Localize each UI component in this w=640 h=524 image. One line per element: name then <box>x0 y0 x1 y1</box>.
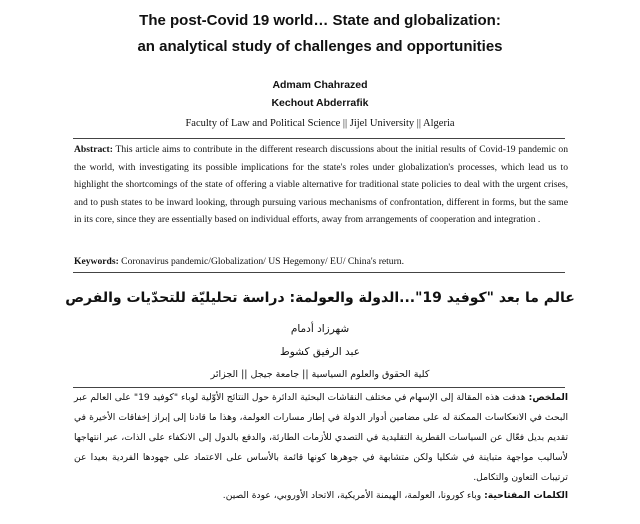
keywords-text: Coronavirus pandemic/Globalization/ US Hegemony/ EU/ China's return. <box>121 256 404 267</box>
abstract-text: This article aims to contribute in the different research discussions about the initial results of Covid-19 pandemic on the world, with investigating its possible implications for the state's roles under globalization's processes, which lead us to highlight the shortcomings of the state of offering a viable alternative for traditional state policies to deal with the urgent crises, and to push states to be inward looking, through pursuing various mechanisms of confrontation, different in forms, but the same in its core, since they are essentially based on individual efforts, away from arrangements of cooperation and integration . <box>74 144 568 226</box>
divider-middle <box>73 272 565 273</box>
abstract-label: Abstract: <box>74 144 113 155</box>
abstract-english <box>74 141 568 229</box>
abstract-text-arabic: هدفت هذه المقالة إلى الإسهام في مختلف النقاشات البحثية الدائرة حول النتائج الأوّلية لوباء "كوفيد 19" على العالم عبر البحث في الانعكاسات الممكنة له على مضامين أدوار الدولة في إطار مسارات العولمة، وهذا ما قادنا إلى إبراز إخفاقات الأخيرة في تقديم بديل فعّال عن السياسات القطرية التقليدية في التصدي للأزمات الطارئة، والدفع بالدول إلى الانكفاء على الذات، عبر انتهاجها لأساليب مواجهة متباينة في شكليا ولكن متشابهة في جوهرها كونها قائمة بالأساس على الاعتماد على جهودها الفردية بعيدا عن ترتيبات التعاون والتكامل. <box>74 392 568 483</box>
affiliation-english: Faculty of Law and Political Science || Jijel University || Algeria <box>185 118 455 129</box>
abstract-arabic <box>74 388 568 488</box>
title-arabic: عالم ما بعد "كوفيد 19"...الدولة والعولمة: دراسة تحليليّة للتحدّيات والفرص <box>65 290 575 306</box>
title-english-line1: The post-Covid 19 world… State and globalization: <box>139 12 501 29</box>
keywords-text-arabic: وباء كورونا، العولمة، الهيمنة الأمريكية، الاتحاد الأوروبي، عودة الصين. <box>222 490 482 501</box>
author-2-arabic: عبد الرفيق كشوط <box>280 346 360 358</box>
abstract-label-arabic: الملخص: <box>528 392 568 403</box>
divider-top <box>73 138 565 139</box>
title-english-line2: an analytical study of challenges and opportunities <box>137 38 503 55</box>
keywords-label-arabic: الكلمات المفتاحية: <box>484 490 568 501</box>
keywords-english <box>74 256 568 267</box>
author-2-english: Kechout Abderrafik <box>271 97 369 109</box>
affiliation-arabic: كلية الحقوق والعلوم السياسية || جامعة جيجل || الجزائر <box>210 369 430 380</box>
author-1-arabic: شهرزاد أدمام <box>290 323 350 335</box>
keywords-arabic <box>74 490 568 501</box>
author-1-english: Admam Chahrazed <box>272 79 368 91</box>
keywords-label: Keywords: <box>74 256 119 267</box>
